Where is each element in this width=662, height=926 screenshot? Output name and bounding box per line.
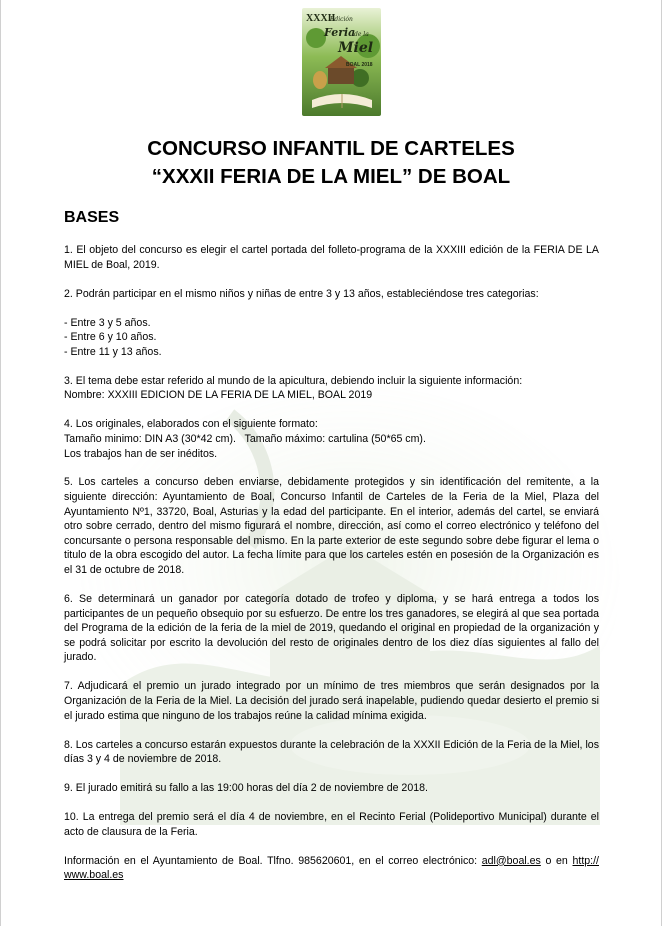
paragraph-4	[64, 417, 599, 461]
svg-text:de la: de la	[354, 31, 369, 38]
paragraph-3-line1: 3. El tema debe estar referido al mundo de la apicultura, debiendo incluir la siguiente información:	[64, 374, 523, 387]
paragraph-4-line2: Tamaño minimo: DIN A3 (30*42 cm). Tamaño máximo: cartulina (50*65 cm).	[64, 432, 426, 445]
svg-text:BOAL 2018: BOAL 2018	[346, 62, 373, 68]
paragraph-7: 7. Adjudicará el premio un jurado integrado por un mínimo de tres miembros que serán designados por la Organización de la Feria de la Miel. La decisión del jurado será inapelable, pudiendo quedar desierto el premio si el jurado estima que ninguno de los trabajos reúne la calidad mínima exigida.	[64, 680, 599, 722]
document-title-line1: CONCURSO INFANTIL DE CARTELES	[147, 137, 515, 160]
category-item: - Entre 11 y 13 años.	[64, 345, 162, 358]
website-link[interactable]: http:// www.boal.es	[64, 854, 599, 882]
paragraph-3-line2: Nombre: XXXIII EDICION DE LA FERIA DE LA MIEL, BOAL 2019	[64, 389, 373, 402]
paragraph-2: 2. Podrán participar en el mismo niños y niñas de entre 3 y 13 años, estableciéndose tres categorias:	[64, 287, 539, 300]
contact-info	[64, 854, 599, 883]
document-body	[64, 243, 599, 883]
document-title-line2: “XXXII FERIA DE LA MIEL” DE BOAL	[151, 165, 511, 188]
bases-heading: BASES	[64, 209, 120, 226]
paragraph-4-line3: Los trabajos han de ser inéditos.	[64, 447, 218, 460]
svg-text:Feria: Feria	[324, 26, 356, 39]
contact-text-middle: o en	[540, 854, 573, 867]
paragraph-8: 8. Los carteles a concurso estarán expuestos durante la celebración de la XXXII Edición de la Feria de la Miel, los días 3 y 4 de noviembre de 2018.	[64, 738, 599, 766]
paragraph-3	[64, 374, 599, 403]
svg-text:XXXII: XXXII	[306, 13, 336, 24]
category-item: - Entre 3 y 5 años.	[64, 316, 151, 329]
contact-text: Información en el Ayuntamiento de Boal. Tlfno. 985620601, en el correo electrónico:	[64, 854, 482, 867]
paragraph-5: 5. Los carteles a concurso deben enviarse, debidamente protegidos y sin identificación del remitente, a la siguiente dirección: Ayuntamiento de Boal, Concurso Infantil de Carteles de la Feria de la Miel, Plaza del Ayuntamiento Nº1, 33720, Boal, Asturias y la edad del participante. En el interior, además del cartel, se enviará otro sobre cerrado, dentro del mismo figurará el nombre, dirección, así como el correo electrónico y teléfono del concursante o persona responsable del mismo. En la parte exterior de este segundo sobre debe figurar el lema o titulo de la obra escogido del autor. La fecha límite para que los carteles estén en posesión de la Organización es el 31 de octubre de 2018.	[64, 476, 599, 577]
category-item: - Entre 6 y 10 años.	[64, 331, 157, 344]
email-link[interactable]: adl@boal.es	[481, 854, 541, 867]
category-list	[64, 316, 599, 360]
feria-miel-logo	[302, 8, 381, 116]
paragraph-4-line1: 4. Los originales, elaborados con el siguiente formato:	[64, 418, 318, 431]
paragraph-9: 9. El jurado emitirá su fallo a las 19:00 horas del día 2 de noviembre de 2018.	[64, 782, 428, 795]
svg-text:Miel: Miel	[338, 40, 374, 56]
paragraph-6: 6. Se determinará un ganador por categoría dotado de trofeo y diploma, y se hará entrega a todos los participantes de un pequeño obsequio por su esfuerzo. De entre los tres ganadores, se elegirá al que sea portada del Programa de la edición de la feria de la miel de 2019, quedando el original en propiedad de la organización y se podrá solicitar por escrito la devolución del resto de originales dentro de los diez días siguientes al fallo del jurado.	[64, 593, 599, 664]
paragraph-10: 10. La entrega del premio será el día 4 de noviembre, en el Recinto Ferial (Polideportivo Municipal) durante el acto de clausura de la Feria.	[64, 811, 599, 838]
paragraph-1: 1. El objeto del concurso es elegir el cartel portada del folleto-programa de la XXXIII edición de la FERIA DE LA MIEL de Boal, 2019.	[64, 244, 599, 271]
svg-text:Edición: Edición	[330, 16, 353, 23]
